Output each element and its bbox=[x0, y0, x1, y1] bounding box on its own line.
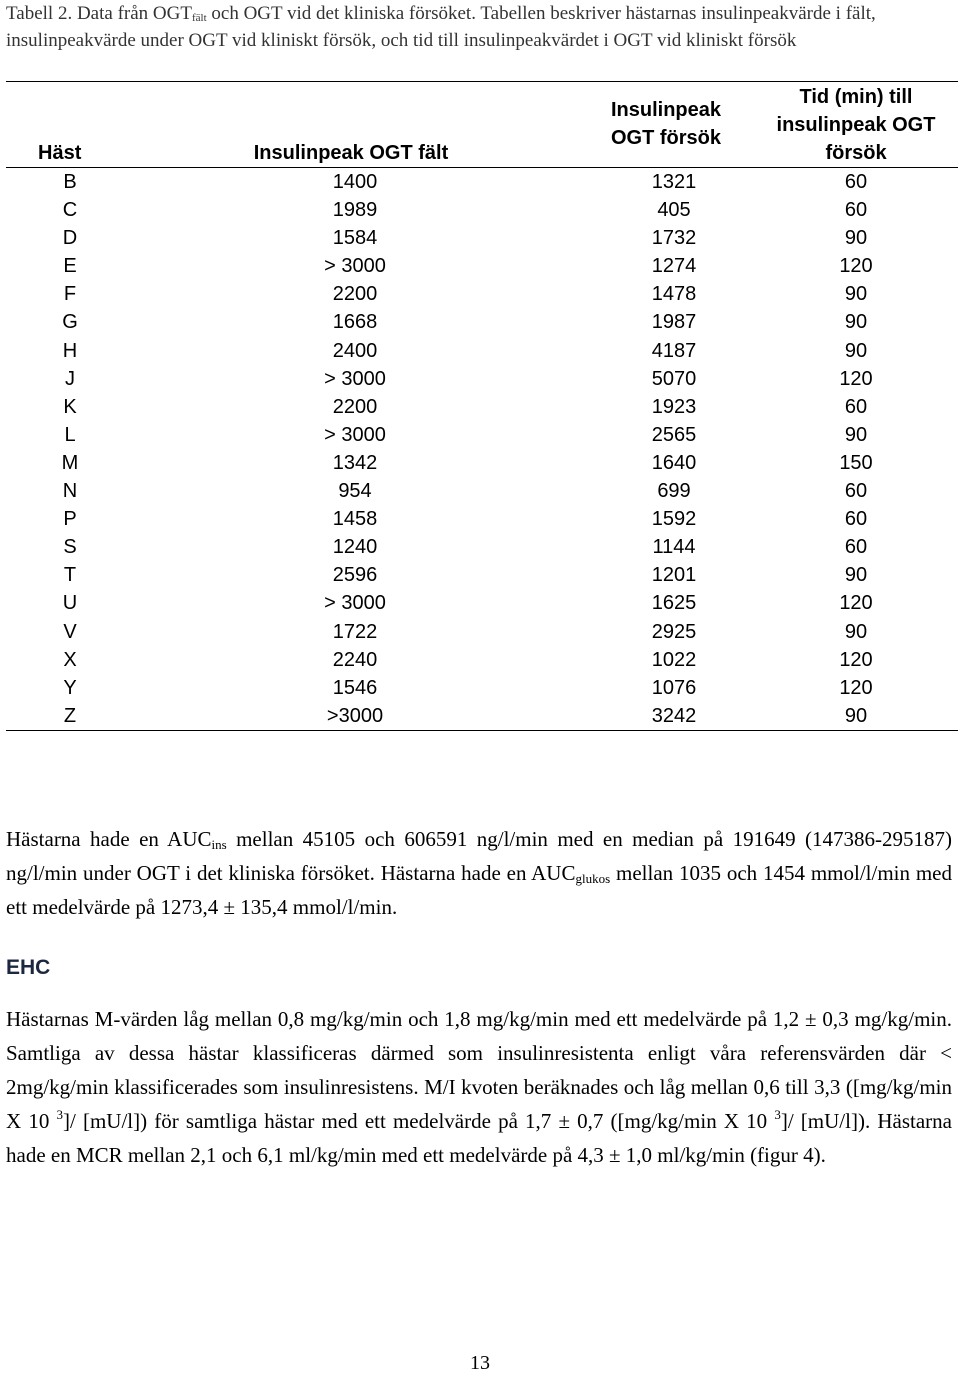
ehc-text-c: ]/ [mU/l]). Hästarna hade en MCR mellan 2,1 och 6,1 ml/kg/min med ett medelvärde på 4,3 ± 1,0 ml/kg/min (figur 4). bbox=[6, 1109, 952, 1167]
cell-insulinpeak-forsok: 1478 bbox=[651, 283, 697, 306]
cell-tid: 90 bbox=[844, 620, 868, 643]
cell-tid: 120 bbox=[839, 255, 873, 278]
cell-insulinpeak-falt: 2200 bbox=[332, 395, 378, 418]
header-hast: Häst bbox=[38, 142, 82, 164]
caption-text-1: Tabell 2. Data från OGT bbox=[6, 3, 192, 24]
table-row bbox=[6, 533, 958, 561]
cell-insulinpeak-forsok: 1144 bbox=[652, 536, 696, 559]
table-row bbox=[6, 224, 958, 252]
cell-hast: M bbox=[61, 451, 79, 474]
cell-insulinpeak-falt: >3000 bbox=[326, 704, 384, 727]
cell-insulinpeak-forsok: 1022 bbox=[651, 648, 697, 671]
cell-insulinpeak-forsok: 2925 bbox=[651, 620, 697, 643]
ehc-sup-1: 3 bbox=[56, 1107, 63, 1122]
cell-insulinpeak-falt: 1400 bbox=[332, 171, 378, 193]
header-insulinpeak-falt: Insulinpeak OGT fält bbox=[253, 142, 449, 164]
cell-insulinpeak-falt: 1546 bbox=[332, 676, 378, 699]
cell-tid: 60 bbox=[844, 480, 868, 503]
table-row bbox=[6, 168, 958, 196]
header-tid-line3: försök bbox=[825, 142, 887, 164]
page-number: 13 bbox=[470, 1352, 490, 1374]
cell-insulinpeak-falt: > 3000 bbox=[324, 592, 386, 615]
cell-hast: D bbox=[62, 227, 78, 250]
ehc-text-b: ]/ [mU/l]) för samtliga hästar med ett medelvärde på 1,7 ± 0,7 ([mg/kg/min X 10 bbox=[62, 1109, 775, 1133]
cell-tid: 90 bbox=[844, 283, 868, 306]
cell-tid: 120 bbox=[839, 592, 873, 615]
auc-text-b: mellan 45105 och 606591 ng/l/min med en median på 191649 (147386-295187) ng/l/min under OGT i det kliniska försöket. Hästarna hade en AUC bbox=[6, 827, 952, 885]
table-row bbox=[6, 308, 958, 336]
cell-insulinpeak-falt: > 3000 bbox=[324, 423, 386, 446]
cell-hast: Y bbox=[63, 676, 77, 699]
cell-hast: X bbox=[63, 648, 77, 671]
cell-insulinpeak-forsok: 1321 bbox=[651, 171, 697, 193]
table-row bbox=[6, 702, 958, 730]
cell-tid: 60 bbox=[844, 536, 868, 559]
table-row bbox=[6, 618, 958, 646]
cell-insulinpeak-falt: 1668 bbox=[332, 311, 378, 334]
header-tid-line1: Tid (min) till bbox=[799, 86, 913, 108]
cell-tid: 60 bbox=[844, 199, 868, 222]
cell-hast: J bbox=[65, 367, 75, 390]
caption-subscript: fält bbox=[191, 12, 207, 24]
table-body bbox=[6, 168, 958, 730]
cell-hast: H bbox=[62, 339, 78, 362]
auc-paragraph bbox=[6, 822, 952, 924]
cell-tid: 90 bbox=[844, 564, 868, 587]
cell-insulinpeak-forsok: 5070 bbox=[651, 367, 697, 390]
caption-text-2: och OGT vid det kliniska försöket. Tabellen beskriver hästarnas insulinpeakvärde i fält, insulinpeakvärde under OGT vid kliniskt försök, och tid till insulinpeakvärdet i OGT vid kliniskt försök bbox=[6, 3, 876, 51]
cell-hast: L bbox=[64, 423, 76, 446]
cell-insulinpeak-forsok: 2565 bbox=[651, 423, 697, 446]
header-tid-line2: insulinpeak OGT bbox=[776, 114, 936, 136]
auc-sub-ins: ins bbox=[211, 837, 227, 852]
cell-tid: 60 bbox=[844, 508, 868, 531]
cell-hast: G bbox=[62, 311, 78, 334]
auc-text-a: Hästarna hade en AUC bbox=[6, 827, 212, 851]
cell-insulinpeak-forsok: 4187 bbox=[651, 339, 697, 362]
cell-hast: Z bbox=[63, 704, 77, 727]
cell-tid: 120 bbox=[839, 676, 873, 699]
cell-insulinpeak-falt: 1722 bbox=[332, 620, 378, 643]
table-row bbox=[6, 280, 958, 308]
cell-tid: 90 bbox=[844, 423, 868, 446]
table-row bbox=[6, 674, 958, 702]
cell-insulinpeak-forsok: 1640 bbox=[651, 451, 697, 474]
ehc-text-a: Hästarnas M-värden låg mellan 0,8 mg/kg/min och 1,8 mg/kg/min med ett medelvärde på 1,2 ± 0,3 mg/kg/min. Samtliga av dessa hästar klassificeras därmed som insulinresistenta enligt våra referensvärden där < 2mg/kg/min klassificerades som insulinresistens. M/I kvoten beräknades och låg mellan 0,6 till 3,3 ([mg/kg/min X 10 bbox=[6, 1007, 952, 1133]
cell-insulinpeak-forsok: 3242 bbox=[651, 704, 697, 727]
header-tid bbox=[751, 83, 960, 167]
table-caption bbox=[6, 0, 958, 54]
cell-insulinpeak-falt: 2596 bbox=[332, 564, 378, 587]
cell-tid: 90 bbox=[844, 311, 868, 334]
cell-insulinpeak-forsok: 1274 bbox=[651, 255, 697, 278]
cell-tid: 60 bbox=[844, 171, 868, 193]
cell-insulinpeak-forsok: 1592 bbox=[651, 508, 697, 531]
cell-hast: K bbox=[63, 395, 77, 418]
table-row bbox=[6, 337, 958, 365]
auc-sub-glukos: glukos bbox=[575, 871, 611, 886]
cell-tid: 60 bbox=[844, 395, 868, 418]
cell-insulinpeak-forsok: 1201 bbox=[651, 564, 697, 587]
table-row bbox=[6, 421, 958, 449]
cell-hast: T bbox=[63, 564, 77, 587]
cell-insulinpeak-falt: 1989 bbox=[332, 199, 378, 222]
cell-hast: U bbox=[62, 592, 78, 615]
cell-tid: 120 bbox=[839, 648, 873, 671]
table-row bbox=[6, 477, 958, 505]
cell-insulinpeak-falt: > 3000 bbox=[324, 367, 386, 390]
cell-insulinpeak-falt: 2200 bbox=[332, 283, 378, 306]
table-row bbox=[6, 646, 958, 674]
cell-hast: N bbox=[62, 480, 78, 503]
cell-insulinpeak-falt: 954 bbox=[338, 480, 372, 503]
table-row bbox=[6, 561, 958, 589]
table-row bbox=[6, 393, 958, 421]
cell-tid: 120 bbox=[839, 367, 873, 390]
header-forsok-line1: Insulinpeak bbox=[610, 99, 722, 121]
cell-insulinpeak-forsok: 1732 bbox=[651, 227, 697, 250]
table-row bbox=[6, 252, 958, 280]
section-heading-ehc: EHC bbox=[6, 956, 51, 979]
cell-hast: P bbox=[63, 508, 77, 531]
cell-hast: B bbox=[63, 171, 77, 193]
table-row bbox=[6, 449, 958, 477]
cell-insulinpeak-falt: 1342 bbox=[332, 451, 378, 474]
table-row bbox=[6, 505, 958, 533]
cell-hast: F bbox=[63, 283, 77, 306]
ehc-sup-2: 3 bbox=[774, 1107, 781, 1122]
cell-insulinpeak-forsok: 1625 bbox=[651, 592, 697, 615]
cell-insulinpeak-falt: 1240 bbox=[332, 536, 378, 559]
cell-hast: E bbox=[63, 255, 77, 278]
cell-insulinpeak-falt: 1584 bbox=[332, 227, 378, 250]
cell-insulinpeak-forsok: 699 bbox=[657, 480, 691, 503]
table-row bbox=[6, 365, 958, 393]
cell-insulinpeak-forsok: 405 bbox=[657, 199, 691, 222]
table-header bbox=[6, 82, 958, 167]
cell-insulinpeak-forsok: 1987 bbox=[651, 311, 697, 334]
cell-tid: 90 bbox=[844, 227, 868, 250]
cell-insulinpeak-falt: 1458 bbox=[332, 508, 378, 531]
header-forsok-line2: OGT försök bbox=[610, 127, 721, 149]
auc-text-c: mellan 1035 och 1454 mmol/l/min med ett medelvärde på 1273,4 ± 135,4 mmol/l/min. bbox=[6, 861, 952, 919]
cell-insulinpeak-forsok: 1923 bbox=[651, 395, 697, 418]
cell-hast: S bbox=[63, 536, 77, 559]
table-row bbox=[6, 196, 958, 224]
table-bottom-rule bbox=[6, 730, 958, 731]
cell-hast: C bbox=[62, 199, 78, 222]
cell-insulinpeak-falt: 2400 bbox=[332, 339, 378, 362]
cell-tid: 150 bbox=[839, 451, 873, 474]
table-row bbox=[6, 589, 958, 617]
cell-insulinpeak-forsok: 1076 bbox=[651, 676, 697, 699]
cell-tid: 90 bbox=[844, 339, 868, 362]
cell-hast: V bbox=[63, 620, 77, 643]
cell-insulinpeak-falt: > 3000 bbox=[324, 255, 386, 278]
ehc-paragraph bbox=[6, 1002, 952, 1172]
cell-tid: 90 bbox=[844, 704, 868, 727]
cell-insulinpeak-falt: 2240 bbox=[332, 648, 378, 671]
